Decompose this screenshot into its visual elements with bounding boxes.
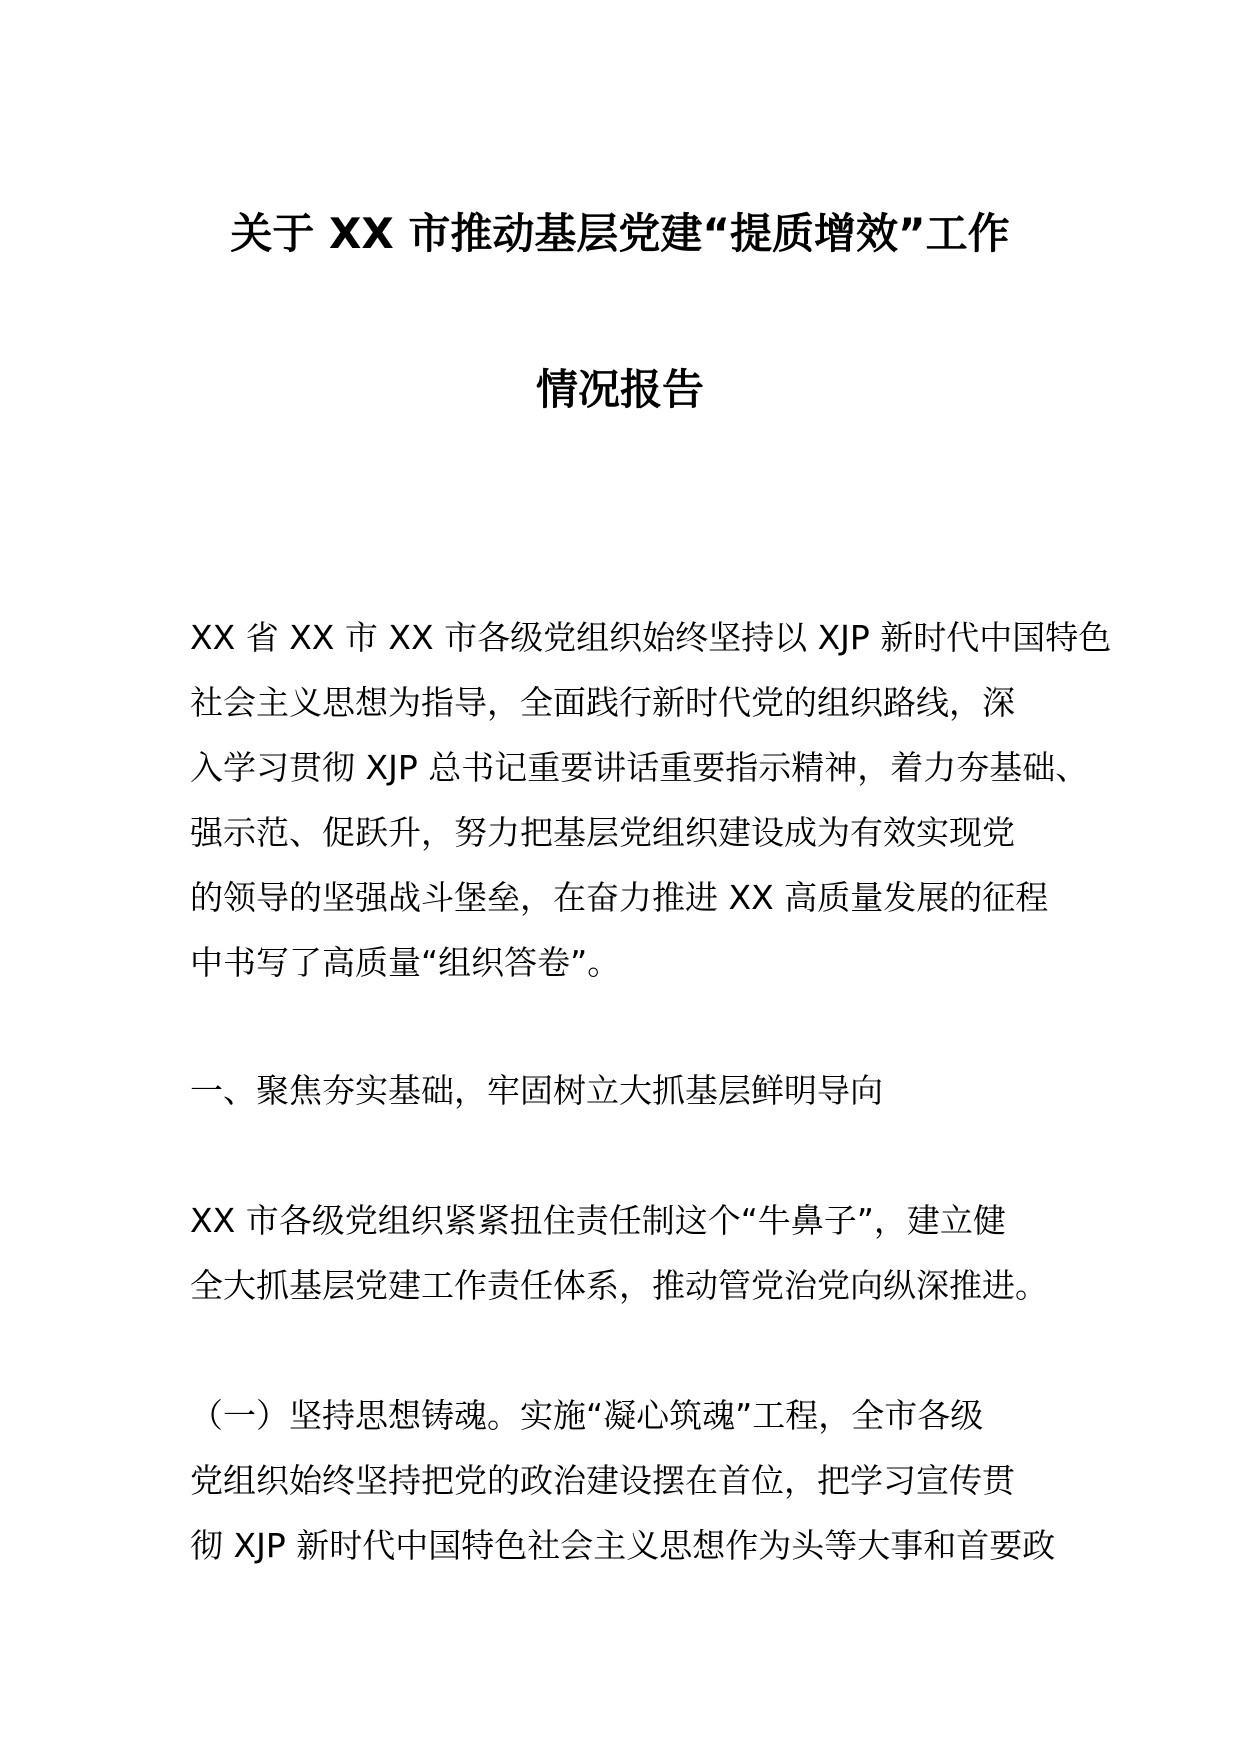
paragraph-line: 彻 XJP 新时代中国特色社会主义思想作为头等大事和首要政	[190, 1526, 1056, 1565]
paragraph-line: XX 市各级党组织紧紧扭住责任制这个“牛鼻子”，建立健	[190, 1201, 1006, 1240]
paragraph-line: XX 省 XX 市 XX 市各级党组织始终坚持以 XJP 新时代中国特色	[190, 618, 1112, 657]
paragraph-line: 全大抓基层党建工作责任体系，推动管党治党向纵深推进。	[190, 1266, 1048, 1305]
paragraph-line: 的领导的坚强战斗堡垒，在奋力推进 XX 高质量发展的征程	[190, 878, 1049, 917]
document-title-line-1: 关于 XX 市推动基层党建“提质增效”工作	[230, 209, 1010, 258]
paragraph-line: 入学习贯彻 XJP 总书记重要讲话重要指示精神，着力夯基础、	[190, 748, 1089, 787]
document-title-line-2: 情况报告	[535, 365, 704, 414]
paragraph-line: 党组织始终坚持把党的政治建设摆在首位，把学习宣传贯	[190, 1461, 1015, 1500]
section-paragraph	[190, 1188, 1090, 1318]
section-heading-line: 一、聚焦夯实基础，牢固树立大抓基层鲜明导向	[190, 1071, 883, 1110]
paragraph-line: 社会主义思想为指导，全面践行新时代党的组织路线，深	[190, 683, 1015, 722]
section-heading	[190, 1058, 1090, 1123]
paragraph-line: （一）坚持思想铸魂。实施“凝心筑魂”工程，全市各级	[190, 1396, 984, 1435]
intro-paragraph	[190, 605, 1112, 995]
subsection-paragraph	[190, 1383, 1090, 1578]
paragraph-line: 中书写了高质量“组织答卷”。	[190, 943, 621, 982]
paragraph-line: 强示范、促跃升，努力把基层党组织建设成为有效实现党	[190, 813, 1015, 852]
